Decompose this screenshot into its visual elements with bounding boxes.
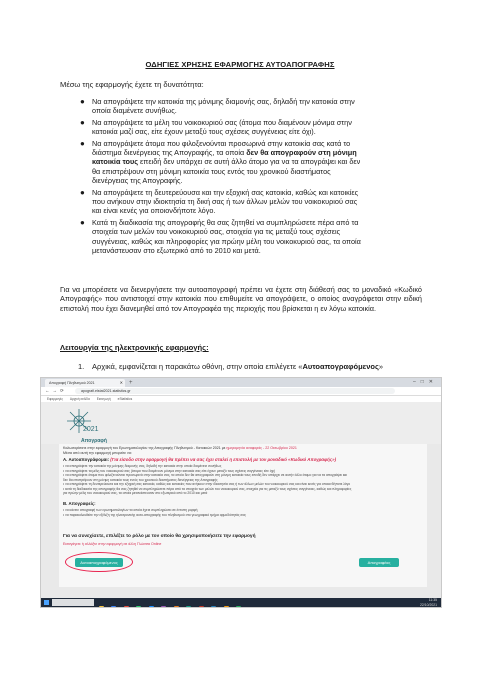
app-icon[interactable]: [149, 606, 154, 608]
section-a-heading: Α. Αυτοαπογράφομαι: (Για είσοδο στην εφαρμογή θα πρέπει να σας έχει σταλεί η επιστολή με τον μοναδικό «Κωδικό Απογραφής»): [63, 457, 337, 462]
language-link[interactable]: Εισαγάγετε ή αλλάξτε στην εφαρμογή σε άλλη Γλώσσα Online: [63, 542, 162, 546]
close-icon[interactable]: ✕: [119, 380, 123, 385]
step-text: Αρχικά, εμφανίζεται η παρακάτω οθόνη, στην οποία επιλέγετε «Αυτοαπογραφόμενος»: [92, 362, 384, 371]
list-item: για πρώην μέλη του νοικοκυριού σας, τα οποία μετανάστευσαν στο εξωτερικό από το 2010 και μετά: [63, 491, 208, 495]
document-title: ΟΔΗΓΙΕΣ ΧΡΗΣΗΣ ΕΦΑΡΜΟΓΗΣ ΑΥΤΟΑΠΟΓΡΑΦΗΣ: [145, 60, 335, 69]
app-icon[interactable]: [236, 606, 241, 608]
taskbar-clock: 11:35 22/10/2021: [420, 598, 437, 607]
capabilities-list: [60, 97, 422, 258]
taskbar-search[interactable]: [52, 599, 94, 606]
folder-icon[interactable]: [99, 606, 104, 608]
address-bar: [41, 387, 441, 396]
list-item: • να απογράψετε τη δευτερεύουσα και την εξοχική σας κατοικία, καθώς και κατοικίες που ανήκουν στην ιδιοκτησία σας ή των άλλων μελών του νοικοκυριού σας και είναι κενές για οποιονδήποτε λόγο: [63, 482, 351, 486]
app-icon[interactable]: [186, 606, 191, 608]
taskbar-app-icons: [99, 599, 244, 608]
start-icon[interactable]: [44, 600, 49, 605]
app-icon[interactable]: [161, 606, 166, 608]
list-item: • να παρακολουθείτε την εξέλιξη της ηλεκτρονικής αυτο-απογραφής του πληθυσμού στο γεωγραφικό τμήμα αρμοδιότητάς σας: [63, 512, 246, 517]
self-enumerator-button[interactable]: Αυτοαπογραφόμενος: [75, 558, 123, 567]
page-content: [59, 444, 427, 587]
browser-icon[interactable]: [111, 606, 116, 608]
step-number: 1.: [78, 362, 85, 371]
app-icon[interactable]: [224, 606, 229, 608]
census-code-paragraph: Για να μπορέσετε να διενεργήσετε την αυτοαπογραφή πρέπει να έχετε στη διάθεσή σας το μοναδικό «Κωδικό Απογραφής» που αντιστοιχεί στην κατοικία που επιθυμείτε να απογράψετε, ο οποίος αναγράφεται στην ειδική επιστολή που έχει διανεμηθεί από τον Απογραφέα της περιοχής που βρίσκεται η εν λόγω κατοικία.: [60, 285, 422, 313]
app-screenshot: [40, 377, 442, 608]
welcome-text: Καλωσορίσατε στην εφαρμογή του Ερωτηματολογίου της Απογραφής Πληθυσμού - Κατοικιών 2021 με ημερομηνία αναφοράς - 22 Οκτωβρίου 2021 Μέσα από αυτή την εφαρμογή μπορείτε να:: [63, 446, 297, 455]
choose-role-heading: Για να συνεχίσετε, επιλέξτε το ρόλο με τον οποίο θα χρησιμοποιήσετε την εφαρμογή: [63, 534, 256, 539]
browser-tabbar: [41, 378, 441, 387]
intro-text: Μέσω της εφαρμογής έχετε τη δυνατότητα:: [60, 80, 204, 89]
section-b-heading: Β. Απογραφείς:: [63, 501, 96, 506]
bookmark-item[interactable]: Εφαρμογές: [47, 397, 64, 401]
bullet-icon: ●: [80, 138, 85, 148]
window-controls-icon[interactable]: ‒□✕: [413, 379, 438, 385]
list-item: • να απογράψετε άτομα που φιλοξενούνται προσωρινά στην κατοικία σας, τα οποία δεν θα απογραφούν στη μόνιμη κατοικία τους επειδή δεν υπάρχει σε αυτήν άλλο άτομο για να τα απογράψει και: [63, 473, 348, 477]
windows-taskbar: [41, 598, 441, 607]
list-item: ● Κατά τη διαδικασία της απογραφής θα σας ζητηθεί να συμπληρώσετε πέρα από τα στοιχεία των μελών του νοικοκυριού σας, στοιχεία για τις μεταξύ τους σχέσεις συγγένειας, καθώς και πληροφορίες για πρώην μέλη του νοικοκυριού σας, τα οποία μετανάστευσαν στο εξωτερικό από το 2010 και μετά.: [80, 217, 361, 256]
bookmark-item[interactable]: Αρχική σελίδα: [69, 397, 90, 401]
app-icon[interactable]: [136, 606, 141, 608]
list-item: δεν θα επιστρέψουν στη μόνιμη κατοικία τους εντός του χρονικού διαστήματος διενέργειας της Απογραφής: [63, 477, 218, 482]
browser-tab[interactable]: Απογραφή Πληθυσμού 2021 ✕: [45, 379, 125, 387]
bookmark-item[interactable]: Εισαγωγή: [96, 397, 111, 401]
list-item: • να απογράψετε την κατοικία της μόνιμης διαμονής σας, δηλαδή την κατοικία στην οποία διαμένετε συνήθως: [63, 464, 222, 468]
navigation-icons[interactable]: ←→⟳: [45, 388, 67, 393]
new-tab-icon[interactable]: +: [129, 380, 133, 386]
list-item: • να απογράψετε τα μέλη του νοικοκυριού σας (άτομα που διαμένουν μόνιμα στην κατοικία σας είτε έχουν μεταξύ τους σχέσεις συγγένειας είτε όχι): [63, 468, 276, 473]
app-icon[interactable]: [211, 606, 216, 608]
list-item: ● Να απογράψετε τα μέλη του νοικοκυριού σας (άτομα που διαμένουν μόνιμα στην κατοικία μαζί σας, είτε έχουν μεταξύ τους σχέσεις συγγένειας είτε όχι).: [80, 117, 352, 137]
bullet-icon: ●: [80, 217, 85, 227]
bullet-icon: ●: [80, 117, 85, 127]
url-field[interactable]: apografi.elstat2021.statistics.gr: [75, 388, 395, 394]
logo-word: Απογραφή: [81, 438, 107, 444]
list-item: ● Να απογράψετε τη δευτερεύουσα και την εξοχική σας κατοικία, καθώς και κατοικίες που ανήκουν στην ιδιοκτησία τη δική σας ή των άλλων μελών του νοικοκυριού σας και είναι κενές για οποιονδήποτε λόγο.: [80, 187, 359, 216]
list-item: ● Να απογράψετε την κατοικία της μόνιμης διαμονής σας, δηλαδή την κατοικία στην οποία διαμένετε συνήθως.: [80, 97, 355, 116]
svg-text:2021: 2021: [83, 426, 99, 433]
bullet-icon: ●: [80, 187, 85, 197]
app-icon[interactable]: [174, 606, 179, 608]
list-item: ● Να απογράψετε άτομα που φιλοξενούνται προσωρινά στην κατοικία σας κατά το διάστημα διενέργειας της Απογραφής, τα οποία δεν θα απογραφούν στη μόνιμη κατοικία τους επειδή δεν υπάρχει σε αυτή άλλο άτομο για να τα απογράψει και δεν θα επιστρέψουν στη μόνιμη κατοικία τους εντός του χρονικού διαστήματος διενέργειας της Απογραφής.: [80, 138, 361, 186]
bookmark-item[interactable]: eStatistics: [117, 397, 133, 401]
site-header: [41, 402, 441, 444]
bullet-icon: ●: [80, 97, 85, 106]
enumerator-button[interactable]: Απογραφέας: [359, 558, 399, 567]
app-icon[interactable]: [199, 606, 204, 608]
section-heading: Λειτουργία της ηλεκτρονικής εφαρμογής:: [60, 343, 209, 352]
app-icon[interactable]: [124, 606, 129, 608]
list-item: • να κάνετε απογραφή των ερωτηματολογίων τα οποία έχετε συμπληρώσει σε έντυπη μορφή: [63, 508, 198, 512]
list-item: • κατά τη διαδικασία της απογραφής θα σας ζητηθεί να συμπληρώσετε πέρα από τα στοιχεία των μελών του νοικοκυριού σας, στοιχεία για τις μεταξύ τους σχέσεις συγγένειας, καθώς και πληροφορίες: [63, 486, 352, 491]
